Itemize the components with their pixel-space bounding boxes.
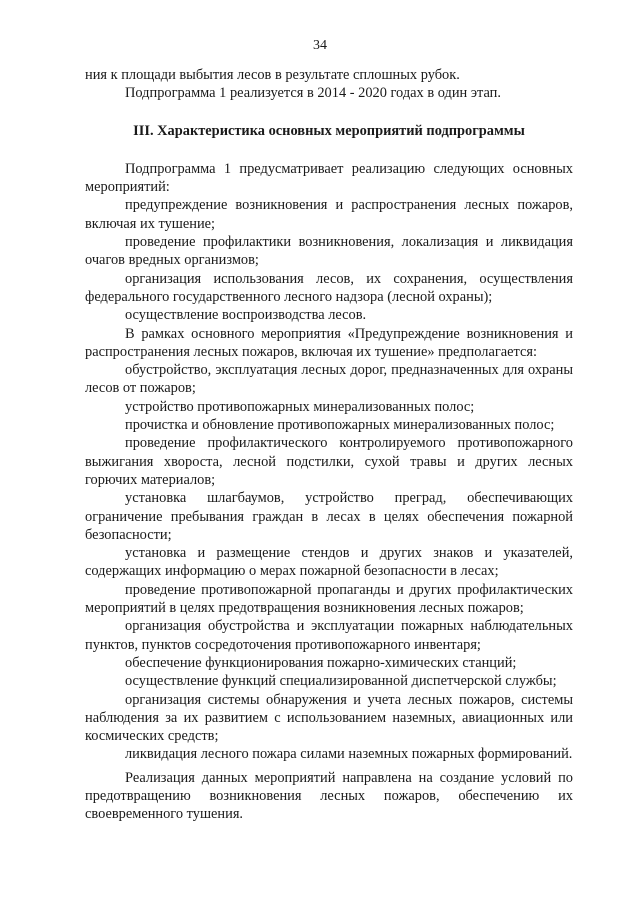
- paragraph: организация использования лесов, их сохранения, осуществления федерального государственного лесного надзора (лесной охраны);: [85, 270, 573, 305]
- paragraph: осуществление воспроизводства лесов.: [125, 307, 367, 324]
- paragraph: Реализация данных мероприятий направлена на создание условий по предотвращению возникновения лесных пожаров, обеспечению их своевременного тушения.: [85, 769, 573, 823]
- paragraph: В рамках основного мероприятия «Предупреждение возникновения и распространения лесных пожаров, включая их тушение» предполагается:: [85, 325, 573, 360]
- paragraph: проведение профилактического контролируемого противопожарного выжигания хвороста, лесной подстилки, сухой травы и других лесных горючих материалов;: [85, 435, 573, 488]
- paragraph: обустройство, эксплуатация лесных дорог, предназначенных для охраны лесов от пожаров;: [85, 362, 573, 397]
- paragraph: организация обустройства и эксплуатации пожарных наблюдательных пунктов, пунктов сосредоточения противопожарного инвентаря;: [85, 618, 573, 653]
- paragraph: устройство противопожарных минерализованных полос;: [125, 398, 475, 415]
- paragraph: предупреждение возникновения и распространения лесных пожаров, включая их тушение;: [85, 197, 573, 232]
- paragraph: Подпрограмма 1 предусматривает реализацию следующих основных мероприятий:: [85, 160, 573, 196]
- page-number: 34: [313, 38, 327, 53]
- paragraph: Подпрограмма 1 реализуется в 2014 - 2020 годах в один этап.: [125, 85, 501, 102]
- paragraph: проведение противопожарной пропаганды и других профилактических мероприятий в целях предотвращения возникновения лесных пожаров;: [85, 581, 573, 617]
- document-body: [85, 66, 573, 824]
- paragraph: установка и размещение стендов и других знаков и указателей, содержащих информацию о мерах пожарной безопасности в лесах;: [85, 545, 573, 580]
- paragraph: установка шлагбаумов, устройство преград, обеспечивающих ограничение пребывания граждан в лесах в целях обеспечения пожарной безопасности;: [85, 490, 573, 543]
- section-heading: III. Характеристика основных мероприятий подпрограммы: [133, 122, 525, 139]
- paragraph: проведение профилактики возникновения, локализация и ликвидация очагов вредных организмов;: [85, 234, 573, 269]
- paragraph: организация системы обнаружения и учета лесных пожаров, системы наблюдения за их развитием с использованием наземных, авиационных или космических средств;: [85, 691, 573, 745]
- paragraph: ния к площади выбытия лесов в результате сплошных рубок.: [85, 67, 460, 83]
- paragraph: обеспечение функционирования пожарно-химических станций;: [125, 654, 517, 671]
- paragraph: прочистка и обновление противопожарных минерализованных полос;: [125, 417, 555, 434]
- paragraph: ликвидация лесного пожара силами наземных пожарных формирований.: [125, 746, 573, 763]
- paragraph: осуществление функций специализированной диспетчерской службы;: [125, 673, 557, 690]
